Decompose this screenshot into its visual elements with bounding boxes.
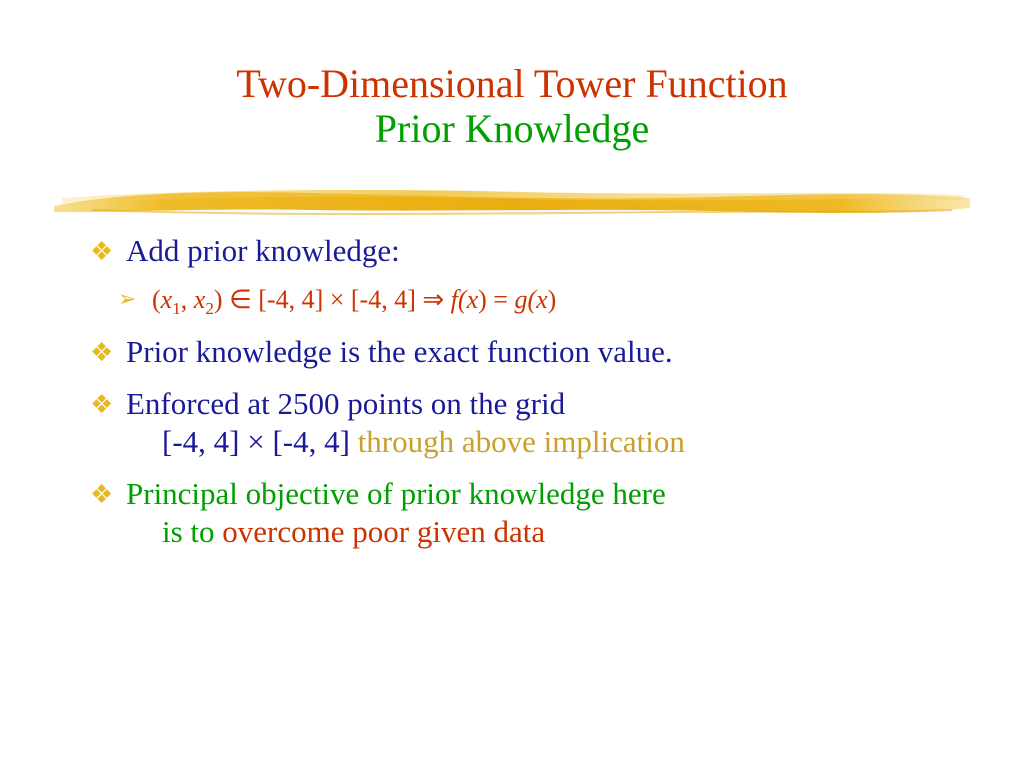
bullet-text-line2	[126, 423, 970, 461]
bullet-exact-function-value	[90, 333, 970, 371]
bullet-enforced-points	[90, 385, 970, 461]
title-line-2: Prior Knowledge	[374, 105, 650, 151]
grid-domain-note: through above implication	[349, 424, 685, 460]
bullet-text: Prior knowledge is the exact function value.	[126, 334, 673, 370]
bullet-text: Add prior knowledge:	[126, 233, 400, 268]
bullet-add-prior-knowledge	[90, 232, 970, 270]
diamond-bullet-icon: ❖	[90, 390, 114, 420]
title-line-1: Two-Dimensional Tower Function	[236, 61, 788, 106]
diamond-bullet-icon: ❖	[90, 338, 114, 368]
diamond-bullet-icon: ❖	[90, 237, 114, 266]
diamond-bullet-icon: ❖	[90, 479, 114, 509]
page-title	[0, 62, 1024, 152]
slide-body	[90, 232, 970, 565]
sub-bullet-domain-implication	[90, 284, 970, 320]
bullet-text-line2	[126, 513, 970, 551]
objective-head: is to	[162, 513, 223, 549]
brush-stroke-divider	[52, 186, 972, 220]
bullet-text: Enforced at 2500 points on the grid	[126, 386, 566, 422]
bullet-principal-objective	[90, 475, 970, 551]
grid-domain: [-4, 4] × [-4, 4]	[162, 424, 350, 460]
math-expression: ($x_1$, $x_2$) ∈ [-4, 4] × [-4, 4] ⇒ f(x) = g(x)	[152, 284, 557, 318]
objective-tail: overcome poor given data	[222, 513, 546, 549]
arrow-bullet-icon: ➢	[118, 285, 137, 311]
bullet-text: Principal objective of prior knowledge here	[126, 475, 666, 511]
